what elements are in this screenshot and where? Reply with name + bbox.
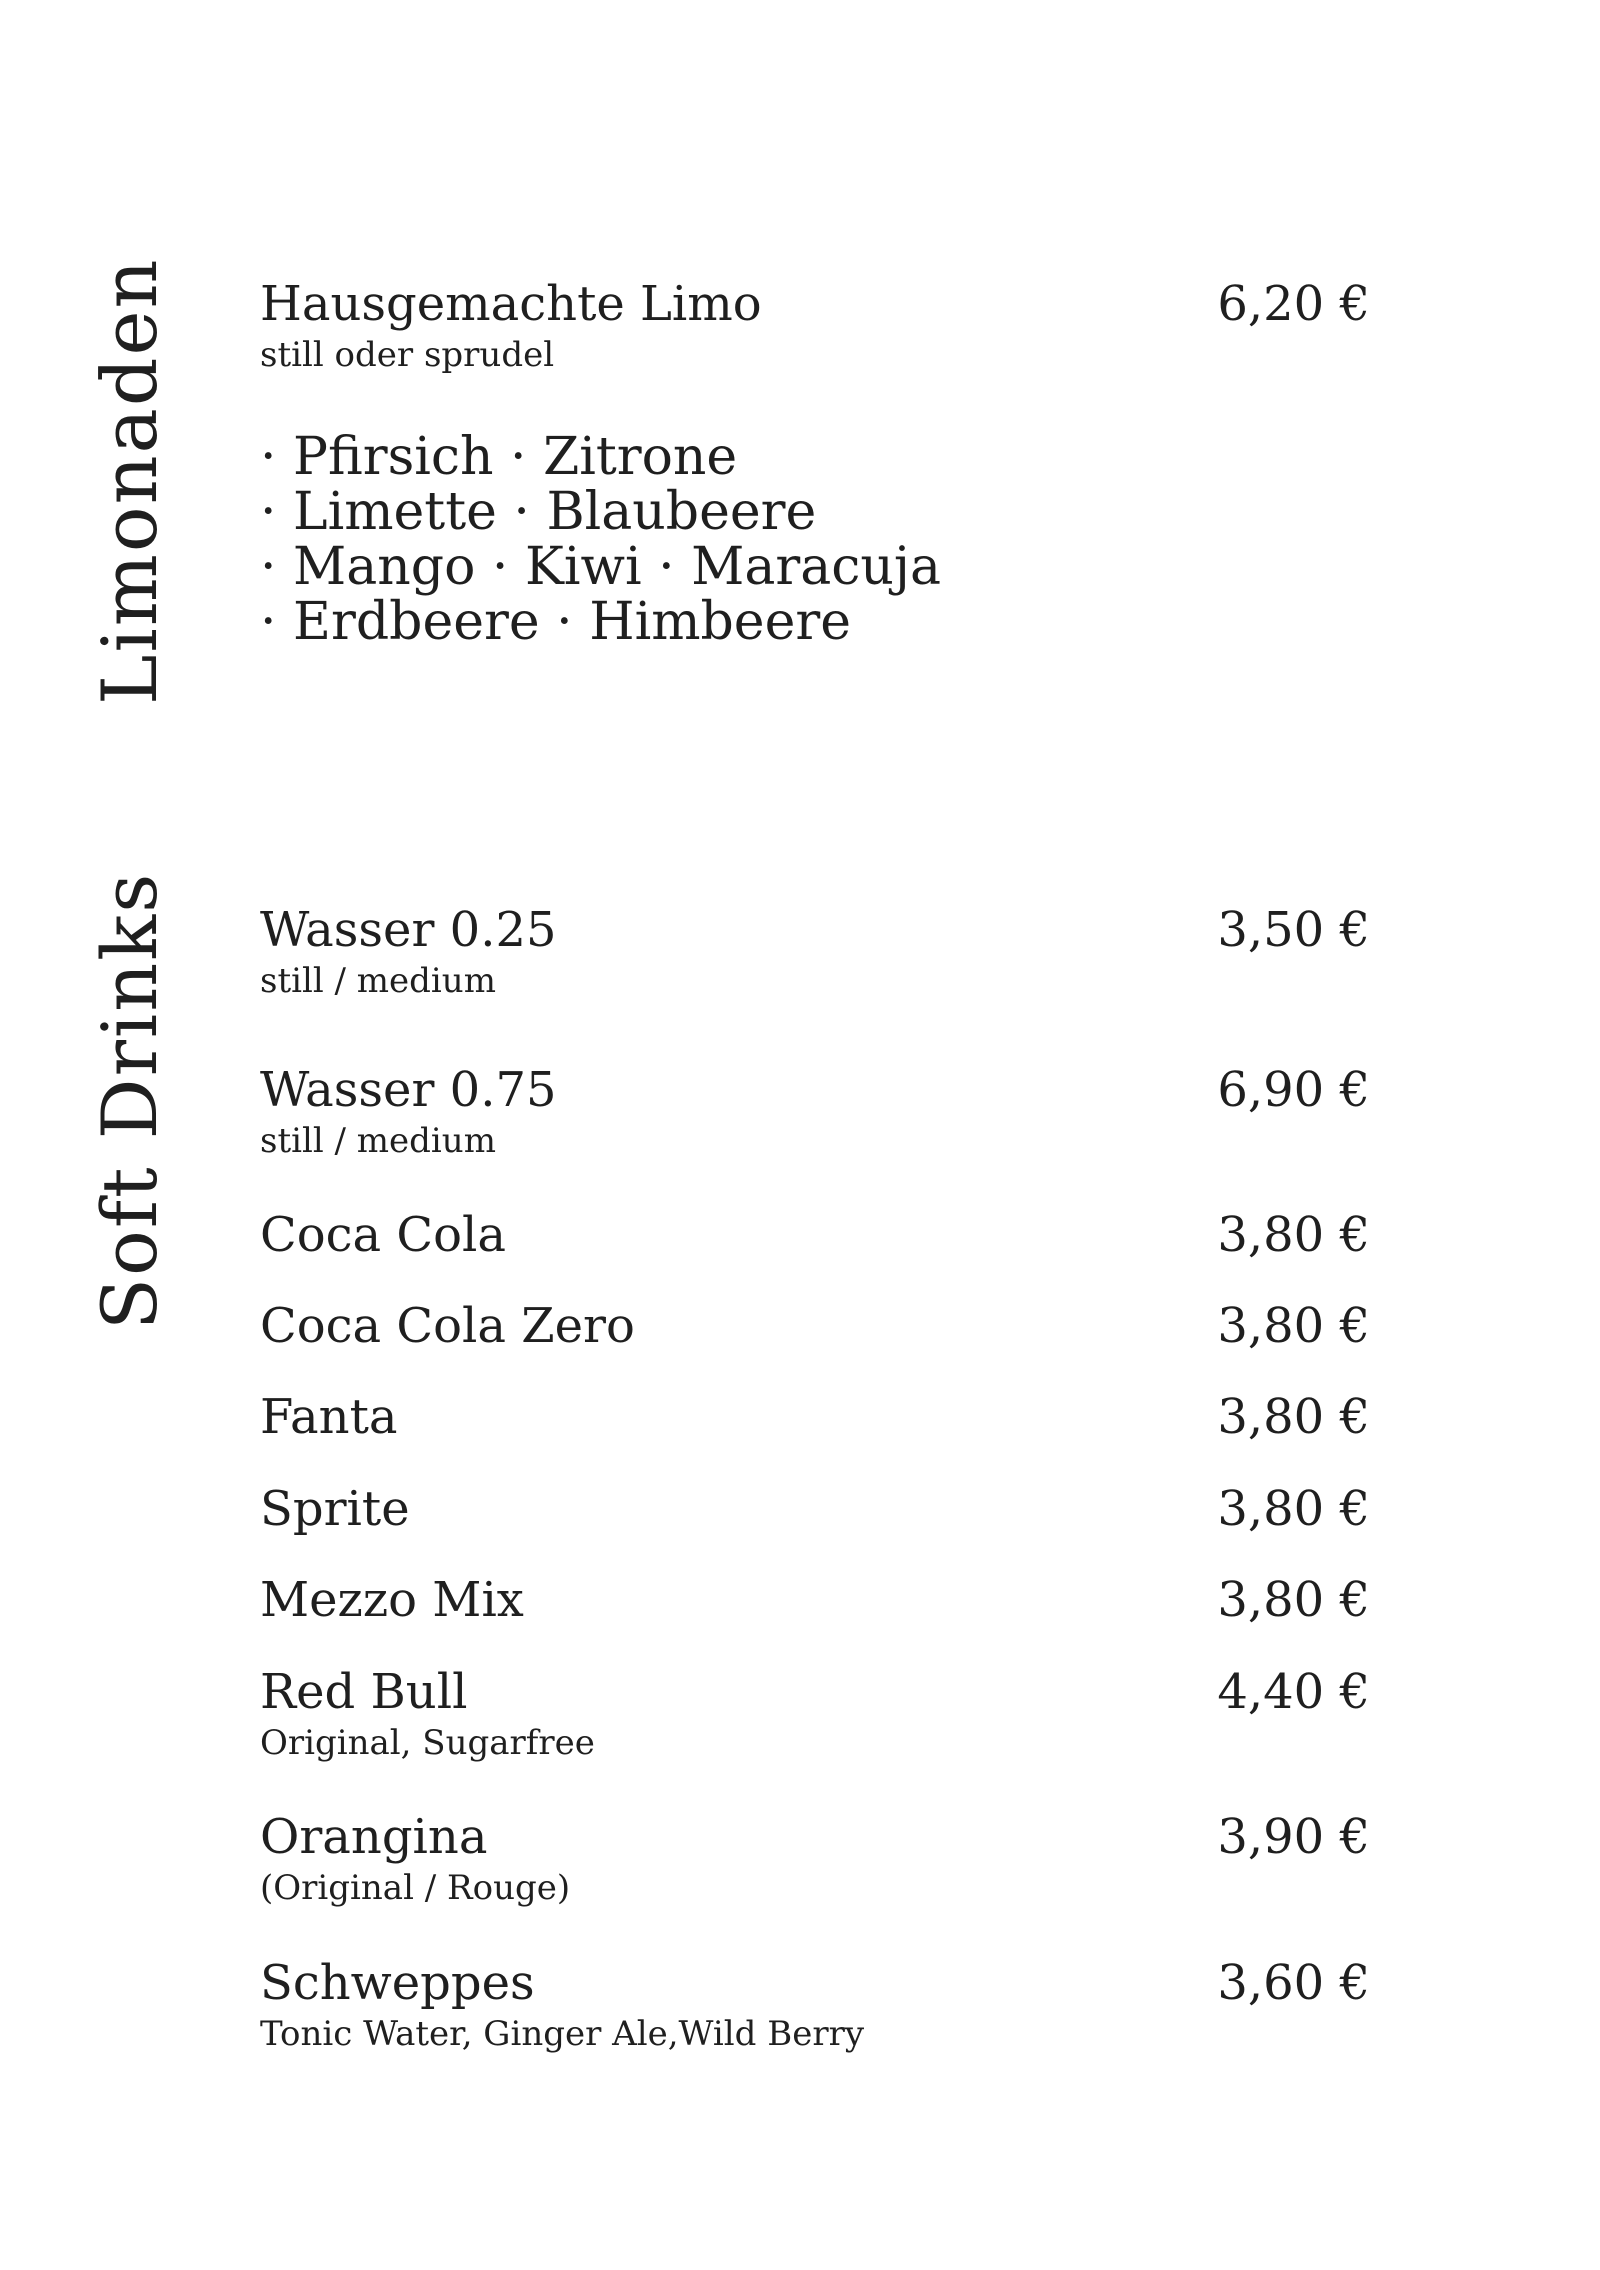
item-price: 6,90 €: [1217, 1062, 1370, 1118]
section-title-soft-drinks: Soft Drinks: [85, 871, 174, 1330]
menu-item: [260, 1205, 1370, 1265]
item-price: 3,80 €: [1217, 1389, 1370, 1445]
item-description: Original, Sugarfree: [260, 1723, 595, 1763]
flavor-line: · Limette · Blaubeere: [260, 482, 817, 542]
item-price: 3,90 €: [1217, 1809, 1370, 1865]
item-description: Tonic Water, Ginger Ale,Wild Berry: [260, 2014, 865, 2054]
flavor-line: · Erdbeere · Himbeere: [260, 592, 851, 652]
item-name: Coca Cola: [260, 1207, 506, 1263]
flavor-line: · Pfirsich · Zitrone: [260, 427, 738, 487]
item-price: 3,80 €: [1217, 1298, 1370, 1354]
item-name: Coca Cola Zero: [260, 1298, 635, 1354]
item-description: (Original / Rouge): [260, 1868, 571, 1908]
item-description: still oder sprudel: [260, 335, 555, 375]
flavor-line: · Mango · Kiwi · Maracuja: [260, 537, 942, 597]
menu-item: [260, 1060, 1370, 1162]
item-name: Wasser 0.25: [260, 902, 557, 958]
menu-item: [260, 1662, 1370, 1764]
menu-item: [260, 1479, 1370, 1539]
item-price: 3,60 €: [1217, 1955, 1370, 2011]
item-price: 6,20 €: [1217, 276, 1370, 332]
item-price: 4,40 €: [1217, 1664, 1370, 1720]
menu-item: [260, 274, 1370, 376]
item-name: Hausgemachte Limo: [260, 276, 762, 332]
item-description: still / medium: [260, 961, 496, 1001]
item-name: Mezzo Mix: [260, 1572, 524, 1628]
menu-item: [260, 1387, 1370, 1447]
item-name: Schweppes: [260, 1955, 535, 2011]
item-name: Wasser 0.75: [260, 1062, 557, 1118]
item-name: Fanta: [260, 1389, 398, 1445]
menu-item: [260, 900, 1370, 1002]
item-price: 3,80 €: [1217, 1481, 1370, 1537]
menu-item: [260, 1953, 1370, 2055]
item-price: 3,80 €: [1217, 1207, 1370, 1263]
section-title-limonaden: Limonaden: [85, 257, 174, 705]
item-price: 3,50 €: [1217, 902, 1370, 958]
menu-item: [260, 1296, 1370, 1356]
menu-item: [260, 1807, 1370, 1909]
item-name: Orangina: [260, 1809, 488, 1865]
item-description: still / medium: [260, 1121, 496, 1161]
menu-item: [260, 1570, 1370, 1630]
item-price: 3,80 €: [1217, 1572, 1370, 1628]
flavor-list: [260, 427, 942, 652]
item-name: Red Bull: [260, 1664, 468, 1720]
item-name: Sprite: [260, 1481, 410, 1537]
